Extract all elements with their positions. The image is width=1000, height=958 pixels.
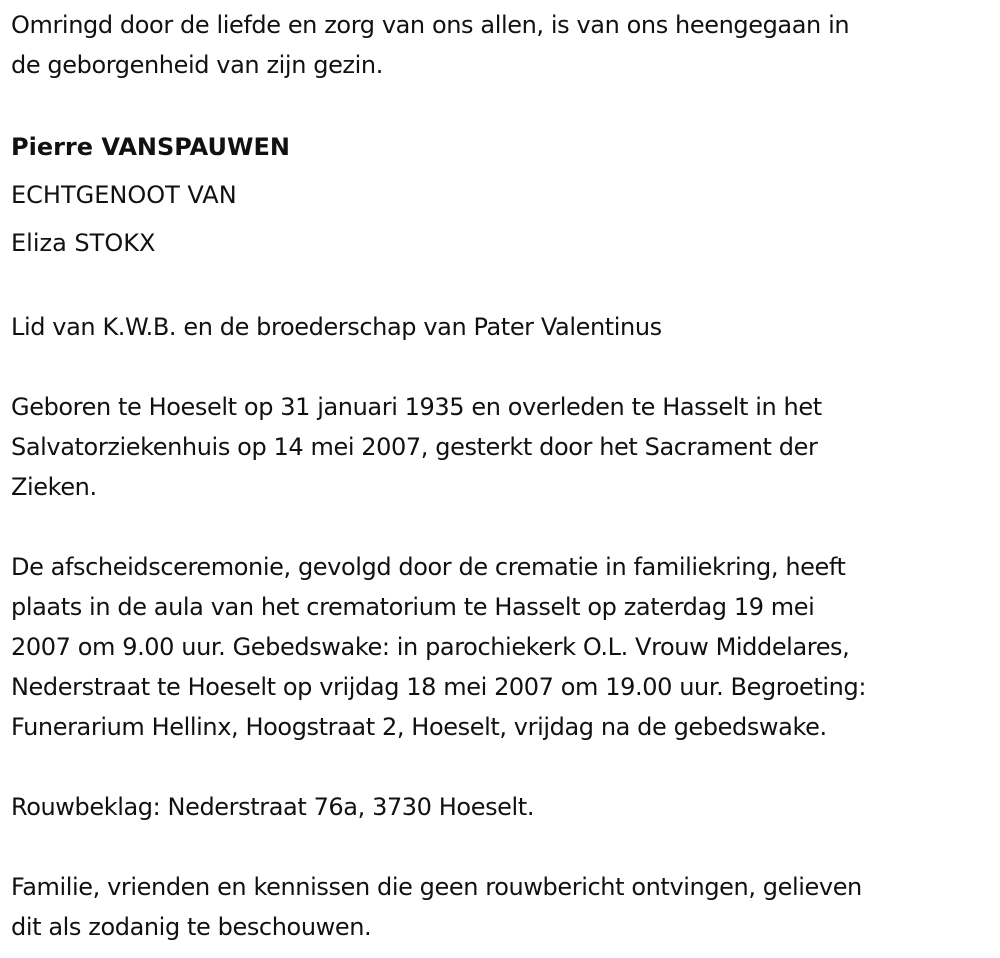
deceased-name: Pierre VANSPAUWEN (11, 133, 290, 161)
notice-line: dit als zodanig te beschouwen. (11, 913, 372, 941)
ceremony-line: plaats in de aula van het crematorium te Hasselt op zaterdag 19 mei (11, 593, 815, 621)
ceremony-line: Nederstraat te Hoeselt op vrijdag 18 mei 2007 om 19.00 uur. Begroeting: (11, 673, 867, 701)
relation-label: ECHTGENOOT VAN (11, 181, 237, 209)
birth-death-paragraph (11, 387, 992, 507)
notice-line: Familie, vrienden en kennissen die geen rouwbericht ontvingen, gelieven (11, 873, 862, 901)
ceremony-line: Funerarium Hellinx, Hoogstraat 2, Hoeselt, vrijdag na de gebedswake. (11, 713, 827, 741)
notice-paragraph (11, 867, 992, 947)
intro-line: Omringd door de liefde en zorg van ons allen, is van ons heengegaan in (11, 11, 850, 39)
birth-death-line: Geboren te Hoeselt op 31 januari 1935 en overleden te Hasselt in het (11, 393, 822, 421)
membership-line: Lid van K.W.B. en de broederschap van Pater Valentinus (11, 313, 662, 341)
birth-death-line: Salvatorziekenhuis op 14 mei 2007, gesterkt door het Sacrament der (11, 433, 818, 461)
spouse-name: Eliza STOKX (11, 229, 156, 257)
ceremony-line: 2007 om 9.00 uur. Gebedswake: in parochiekerk O.L. Vrouw Middelares, (11, 633, 850, 661)
ceremony-paragraph (11, 547, 992, 747)
deceased-block (11, 123, 992, 267)
condolence-address: Rouwbeklag: Nederstraat 76a, 3730 Hoeselt. (11, 793, 535, 821)
intro-line: de geborgenheid van zijn gezin. (11, 51, 383, 79)
ceremony-line: De afscheidsceremonie, gevolgd door de crematie in familiekring, heeft (11, 553, 846, 581)
intro-paragraph (11, 5, 992, 85)
birth-death-line: Zieken. (11, 473, 97, 501)
